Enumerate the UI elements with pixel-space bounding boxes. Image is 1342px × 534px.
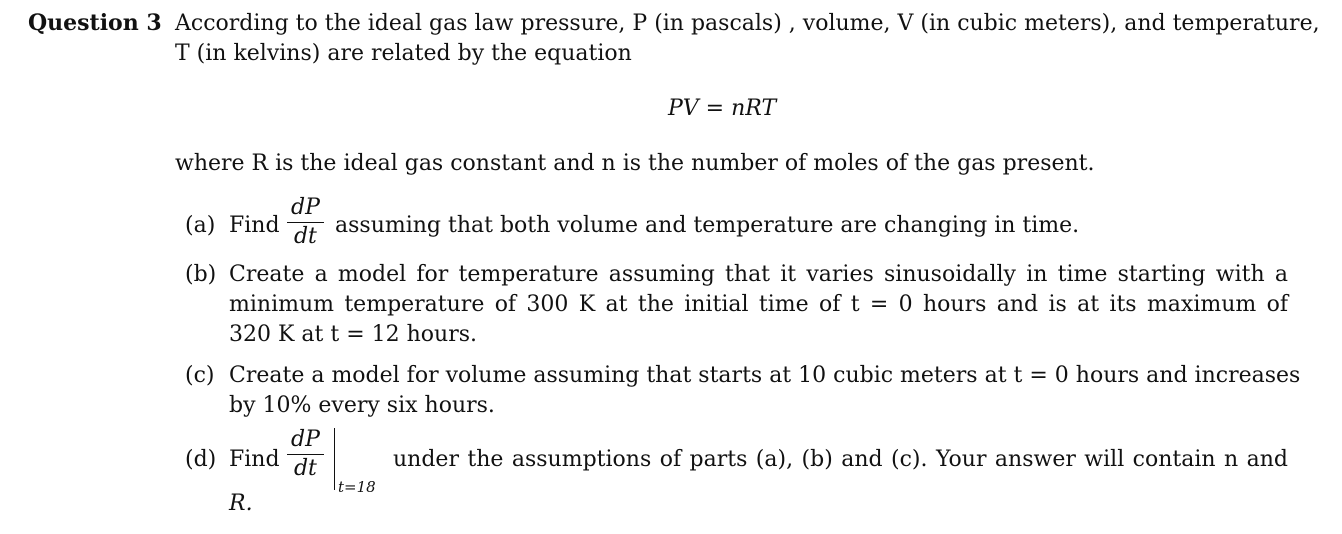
- ideal-gas-equation: PV = nRT: [668, 96, 777, 121]
- question-label: Question 3: [28, 10, 162, 36]
- part-d-frac-den: dt: [293, 456, 317, 481]
- part-d-line-2: R.: [229, 491, 253, 516]
- part-b-line-1: Create a model for temperature assuming that it varies sinusoidally in time starting with a: [229, 262, 1288, 287]
- part-d-label: (d): [185, 447, 217, 472]
- part-b-line-2: minimum temperature of 300 K at the initial time of t = 0 hours and is at its maximum of: [229, 292, 1288, 317]
- intro-line-2: T (in kelvins) are related by the equation: [175, 41, 632, 66]
- part-a-frac-num: dP: [287, 196, 324, 223]
- part-b-line-3: 320 K at t = 12 hours.: [229, 322, 477, 347]
- evaluation-bar: [334, 428, 335, 490]
- part-b-label: (b): [185, 262, 217, 287]
- part-c-line-1: Create a model for volume assuming that starts at 10 cubic meters at t = 0 hours and increases: [229, 363, 1301, 388]
- part-d-text: under the assumptions of parts (a), (b) and (c). Your answer will contain n and: [393, 447, 1288, 472]
- part-c-line-2: by 10% every six hours.: [229, 393, 495, 418]
- part-a-text: assuming that both volume and temperature are changing in time.: [335, 213, 1080, 238]
- part-a-label: (a): [185, 213, 216, 238]
- intro-line-1: According to the ideal gas law pressure, P (in pascals) , volume, V (in cubic meters), and temperature,: [175, 11, 1320, 36]
- part-d-find: Find: [229, 447, 280, 472]
- part-a-find: Find: [229, 213, 280, 238]
- part-a-frac-den: dt: [293, 224, 317, 249]
- part-d-eval-subscript: t=18: [338, 478, 376, 496]
- part-a-fraction: [287, 196, 324, 249]
- part-d-fraction: [287, 428, 324, 481]
- where-line: where R is the ideal gas constant and n is the number of moles of the gas present.: [175, 151, 1095, 176]
- part-d-frac-num: dP: [287, 428, 324, 455]
- part-c-label: (c): [185, 363, 215, 388]
